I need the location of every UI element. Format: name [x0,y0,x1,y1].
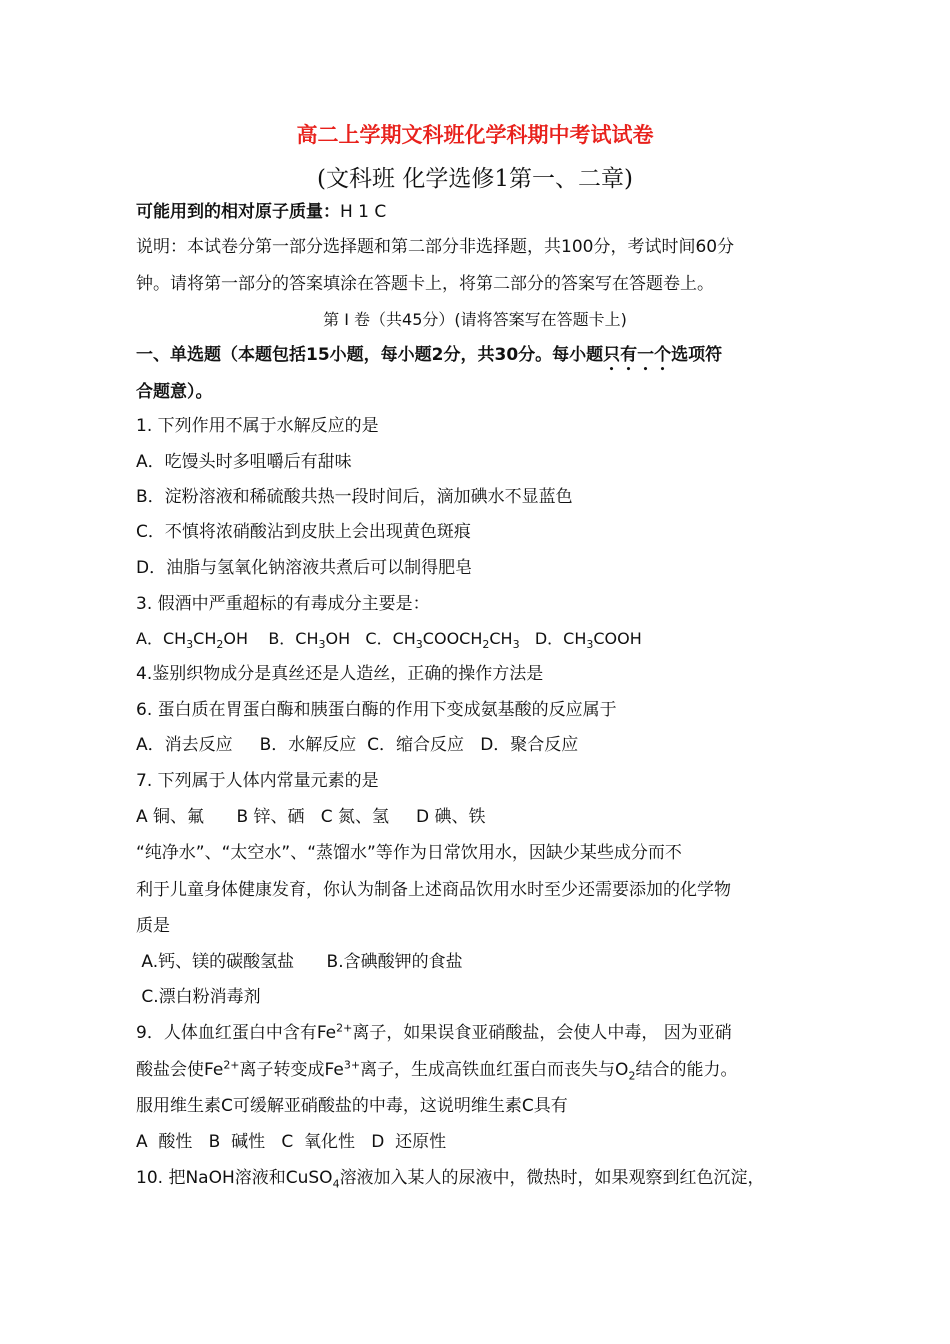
section1-heading-emphasis: 只有一个 [603,345,672,365]
q1-option-d: D．油脂与氢氧化钠溶液共煮后可以制得肥皂 [136,558,473,578]
instructions-line-1: 说明：本试卷分第一部分选择题和第二部分非选择题，共100分，考试时间60分 [136,237,735,257]
q1-option-a: A．吃馒头时多咀嚼后有甜味 [136,452,352,472]
section1-heading-2: 合题意）。 [136,382,213,402]
q9-options: A 酸性 B 碱性 C 氧化性 D 还原性 [136,1132,447,1152]
q8-line-2: 利于儿童身体健康发育，你认为制备上述商品饮用水时至少还需要添加的化学物 [136,880,731,900]
part1-heading: 第 Ⅰ 卷（共45分）(请将答案写在答题卡上) [323,310,627,329]
q7-options: A 铜、氟 B 锌、硒 C 氮、氢 D 碘、铁 [136,807,486,827]
atomic-mass-label: 可能用到的相对原子质量： [136,202,340,222]
q8-options-ab: A.钙、镁的碳酸氢盐 B.含碘酸钾的食盐 [136,952,463,972]
q1-stem: 1. 下列作用不属于水解反应的是 [136,416,379,436]
q9-line-2: 酸盐会使$Fe^{2+}$离子转变成$Fe^{3+}$离子，生成高铁血红蛋白而丧失与$O_2$结合的能力。 [136,1058,738,1083]
q1-option-b: B．淀粉溶液和稀硫酸共热一段时间后，滴加碘水不显蓝色 [136,487,573,507]
atomic-mass-line [136,200,386,224]
q8-option-c: C.漂白粉消毒剂 [136,987,261,1007]
q3-stem: 3. 假酒中严重超标的有毒成分主要是： [136,594,430,614]
q7-stem: 7. 下列属于人体内常量元素的是 [136,771,379,791]
q3-option-a: A．$CH_3CH_2OH$ [136,629,248,652]
section1-heading-a: 一、单选题（本题包括15小题，每小题2分，共30分。每小题 [136,345,604,365]
q8-line-3: 质是 [136,916,170,936]
q10-line-1: 10. 把NaOH溶液和CuSO$_4$溶液加入某人的尿液中，微热时，如果观察到红色沉淀， [136,1168,765,1191]
q1-option-c: C．不慎将浓硝酸沾到皮肤上会出现黄色斑痕 [136,522,471,542]
q6-stem: 6. 蛋白质在胃蛋白酶和胰蛋白酶的作用下变成氨基酸的反应属于 [136,700,617,720]
q9-line-1: 9．人体血红蛋白中含有$Fe^{2+}$离子，如果误食亚硝酸盐，会使人中毒， 因为亚硝 [136,1021,732,1043]
q9-line-3: 服用维生素C可缓解亚硝酸盐的中毒，这说明维生素C具有 [136,1096,568,1116]
q6-options: A．消去反应 B．水解反应 C．缩合反应 D．聚合反应 [136,735,579,755]
q3-option-b: B．$CH_3OH$ [268,629,351,652]
q4-stem: 4.鉴别织物成分是真丝还是人造丝，正确的操作方法是 [136,664,544,684]
q8-line-1: “纯净水”、“太空水”、“蒸馏水”等作为日常饮用水，因缺少某些成分而不 [136,843,682,863]
q3-option-c: C．$CH_3COOCH_2CH_3$ [365,629,520,652]
exam-subtitle: (文科班 化学选修1第一、二章) [317,166,633,192]
section1-heading [136,343,722,375]
q3-options [136,627,642,651]
instructions-line-2: 钟。请将第一部分的答案填涂在答题卡上，将第二部分的答案写在答题卷上。 [136,274,714,294]
exam-title: 高二上学期文科班化学科期中考试试卷 [296,123,654,147]
section1-heading-b: 选项符 [671,345,723,365]
atomic-mass-values: H 1 C [340,202,387,222]
q3-option-d: D．$CH_3COOH$ [534,629,642,652]
